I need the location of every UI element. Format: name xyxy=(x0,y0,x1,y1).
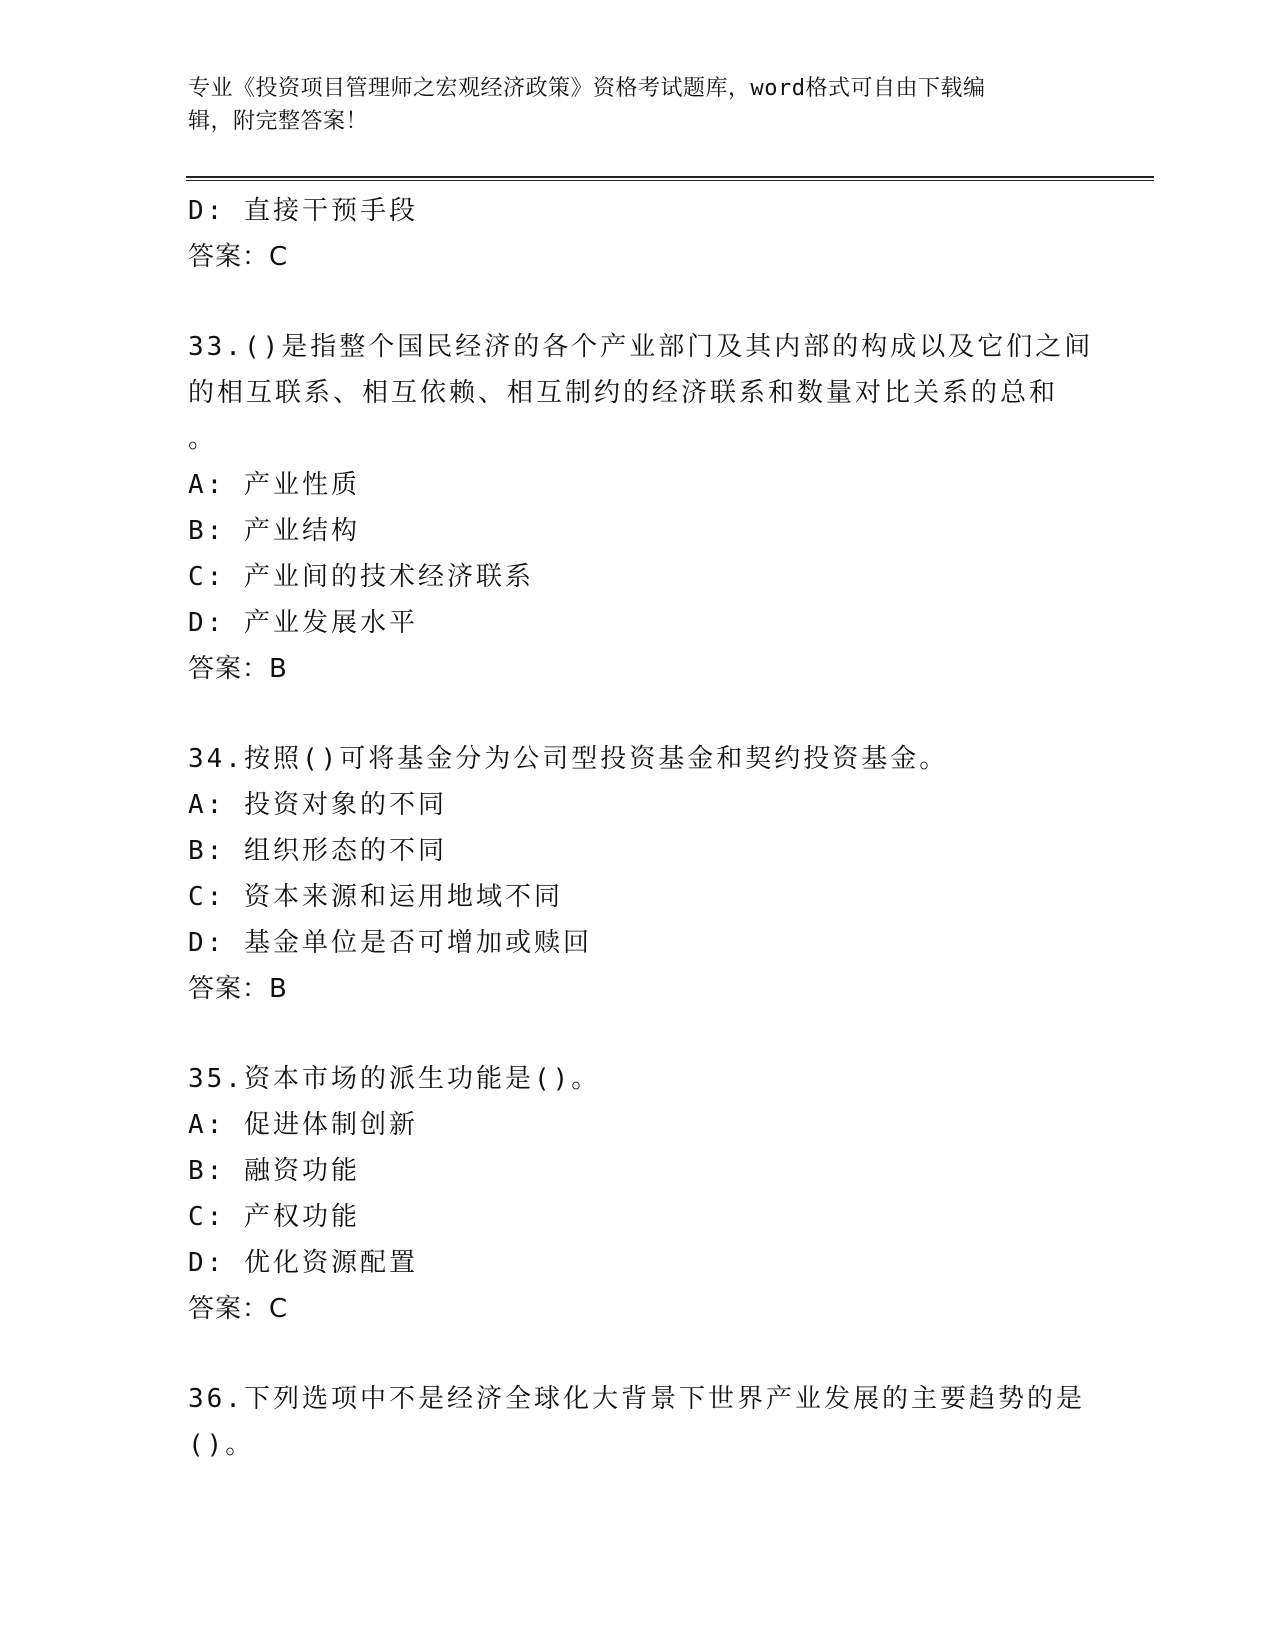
question-36 xyxy=(188,1376,1088,1468)
option-a: A: 产业性质 xyxy=(188,470,360,500)
header-line-1: 专业《投资项目管理师之宏观经济政策》资格考试题库，word格式可自由下载编 xyxy=(188,76,986,101)
option-c: C: 产权功能 xyxy=(188,1202,360,1232)
question-text-line: 33.()是指整个国民经济的各个产业部门及其内部的构成以及它们之间 xyxy=(188,332,1094,362)
option-d: D: 产业发展水平 xyxy=(188,608,418,638)
document-header xyxy=(188,72,1068,138)
option-a: A: 投资对象的不同 xyxy=(188,790,447,820)
question-34 xyxy=(188,736,1088,1012)
option-c: C: 产业间的技术经济联系 xyxy=(188,562,534,592)
answer: 答案：B xyxy=(188,974,288,1004)
option-d: D: 基金单位是否可增加或赎回 xyxy=(188,928,592,958)
spacer xyxy=(188,1332,1088,1376)
question-text-line: 34.按照()可将基金分为公司型投资基金和契约投资基金。 xyxy=(188,744,949,774)
answer: 答案：C xyxy=(188,1294,289,1324)
spacer xyxy=(188,280,1088,324)
header-line-2: 辑，附完整答案！ xyxy=(188,109,369,134)
question-33 xyxy=(188,324,1094,692)
spacer xyxy=(188,692,1088,736)
question-text-line: 。 xyxy=(188,424,218,454)
option-a: A: 促进体制创新 xyxy=(188,1110,418,1140)
question-35 xyxy=(188,1056,1088,1332)
option-b: B: 融资功能 xyxy=(188,1156,360,1186)
option-c: C: 资本来源和运用地域不同 xyxy=(188,882,563,912)
question-text-line: ()。 xyxy=(188,1430,255,1460)
option-d: D: 优化资源配置 xyxy=(188,1248,418,1278)
answer: 答案：B xyxy=(188,654,288,684)
question-text-line: 的相互联系、相互依赖、相互制约的经济联系和数量对比关系的总和 xyxy=(188,378,1059,408)
question-text-line: 36.下列选项中不是经济全球化大背景下世界产业发展的主要趋势的是 xyxy=(188,1384,1085,1414)
option-d: D: 直接干预手段 xyxy=(188,196,418,226)
header-divider xyxy=(186,176,1154,181)
option-b: B: 产业结构 xyxy=(188,516,360,546)
answer: 答案：C xyxy=(188,242,289,272)
question-text-line: 35.资本市场的派生功能是()。 xyxy=(188,1064,601,1094)
option-b: B: 组织形态的不同 xyxy=(188,836,447,866)
question-32-tail xyxy=(188,188,1088,280)
spacer xyxy=(188,1012,1088,1056)
question-list xyxy=(188,188,1094,1468)
